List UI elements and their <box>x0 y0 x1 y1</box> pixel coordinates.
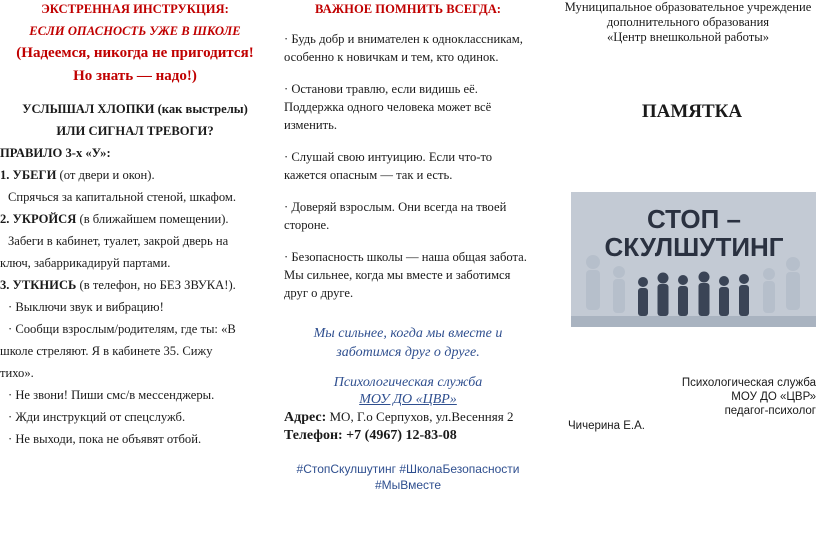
emergency-column <box>0 0 270 450</box>
rule-2 <box>0 208 270 230</box>
remember-item <box>284 248 532 302</box>
heard-line-1: УСЛЫШАЛ ХЛОПКИ (как выстрелы) <box>22 102 248 116</box>
rule-3-bullet-2c: тихо». <box>0 366 34 380</box>
author-name: Чичерина Е.А. <box>568 420 645 432</box>
motto-line-2: заботимся друг о друге. <box>336 345 480 360</box>
remember-title: ВАЖНОЕ ПОМНИТЬ ВСЕГДА: <box>315 2 501 16</box>
signature-line-1: Психологическая служба <box>681 377 816 389</box>
hashtags-line-2: #МыВместе <box>374 478 442 492</box>
remember-item-line: · Доверяй взрослым. Они всегда на твоей <box>284 200 507 214</box>
remember-item-line: друг о друге. <box>284 286 354 300</box>
remember-item-line: · Останови травлю, если видишь её. <box>284 82 478 96</box>
remember-item <box>284 198 532 234</box>
remember-item-line: Поддержка одного человека может всё <box>284 100 492 114</box>
remember-item-line: · Слушай свою интуицию. Если что-то <box>284 150 493 164</box>
phone: Телефон: +7 (4967) 12-83-08 <box>284 428 457 443</box>
banner-text-line-2: СКУЛШУТИНГ <box>604 232 784 262</box>
org-line-1: Муниципальное образовательное учреждение <box>564 0 812 14</box>
remember-item-line: кажется опасным — так и есть. <box>284 168 453 182</box>
rule-2-title: 2. УКРОЙСЯ <box>0 212 77 226</box>
banner-text-line-1: СТОП – <box>647 204 741 234</box>
signature-line-3: педагог-психолог <box>724 405 816 417</box>
address <box>284 408 532 427</box>
rule-3-bullet-2a: · Сообщи взрослым/родителям, где ты: «В <box>8 322 236 336</box>
address-value: МО, Г.о Серпухов, ул.Весенняя 2 <box>326 409 514 424</box>
rule-3 <box>0 274 270 296</box>
remember-item-line: Мы сильнее, когда мы вместе и заботимся <box>284 268 511 282</box>
org-line-3: «Центр внешкольной работы» <box>606 30 770 44</box>
rule-3-bullet-2b: школе стреляют. Я в кабинете 35. Сижу <box>0 344 213 358</box>
emergency-title: ЭКСТРЕННАЯ ИНСТРУКЦИЯ: <box>41 2 229 16</box>
remember-item <box>284 148 532 184</box>
rule-2-detail-1: Забеги в кабинет, туалет, закрой дверь на <box>8 234 229 248</box>
heard-line-2: ИЛИ СИГНАЛ ТРЕВОГИ? <box>56 124 214 138</box>
remember-item <box>284 80 532 134</box>
motto-line-1: Мы сильнее, когда мы вместе и <box>313 326 503 341</box>
service-line-2: МОУ ДО «ЦВР» <box>359 392 457 407</box>
cover-title: ПАМЯТКА <box>641 101 743 122</box>
rule-2-text: (в ближайшем помещении). <box>76 212 229 226</box>
hashtags-line-1: #СтопСкулшутинг #ШколаБезопасности <box>296 462 520 476</box>
hope-line-1: (Надеемся, никогда не пригодится! <box>16 45 254 61</box>
stop-schoolshooting-banner <box>571 192 816 327</box>
rule-3-text: (в телефон, но БЕЗ ЗВУКА!). <box>76 278 236 292</box>
rule-1-title: 1. УБЕГИ <box>0 168 57 182</box>
remember-item-line: · Безопасность школы — наша общая забота. <box>284 250 527 264</box>
hope-line-2: Но знать — надо!) <box>73 68 197 84</box>
signature-block <box>636 376 816 418</box>
service-line-1: Психологическая служба <box>333 375 483 390</box>
remember-list <box>284 30 532 302</box>
rule-3-bullet-3: · Не звони! Пиши смс/в мессенджеры. <box>8 388 215 402</box>
remember-column <box>284 0 532 493</box>
rule-1-text: (от двери и окон). <box>56 168 155 182</box>
cover-column <box>560 0 816 123</box>
remember-item <box>284 30 532 66</box>
signature-line-2: МОУ ДО «ЦВР» <box>731 391 816 403</box>
rule-3-bullet-1: · Выключи звук и вибрацию! <box>8 300 164 314</box>
rule-3-title: 3. УТКНИСЬ <box>0 278 77 292</box>
rule-3-bullet-4: · Жди инструкций от спецслужб. <box>8 410 186 424</box>
emergency-subtitle: ЕСЛИ ОПАСНОСТЬ УЖЕ В ШКОЛЕ <box>29 24 241 38</box>
rule-3-bullet-5: · Не выходи, пока не объявят отбой. <box>8 432 202 446</box>
remember-item-line: особенно к новичкам и тем, кто одинок. <box>284 50 499 64</box>
remember-item-line: изменить. <box>284 118 337 132</box>
address-label: Адрес: <box>284 410 327 425</box>
org-line-2: дополнительного образования <box>606 15 770 29</box>
remember-item-line: стороне. <box>284 218 330 232</box>
remember-item-line: · Будь добр и внимателен к одноклассникам, <box>284 32 523 46</box>
banner-illustration <box>571 192 816 327</box>
rule-2-detail-2: ключ, забаррикадируй партами. <box>0 256 171 270</box>
rule-1-detail: Спрячься за капитальной стеной, шкафом. <box>8 190 236 204</box>
rule-1 <box>0 164 270 186</box>
rule-heading: ПРАВИЛО 3-х «У»: <box>0 146 111 160</box>
